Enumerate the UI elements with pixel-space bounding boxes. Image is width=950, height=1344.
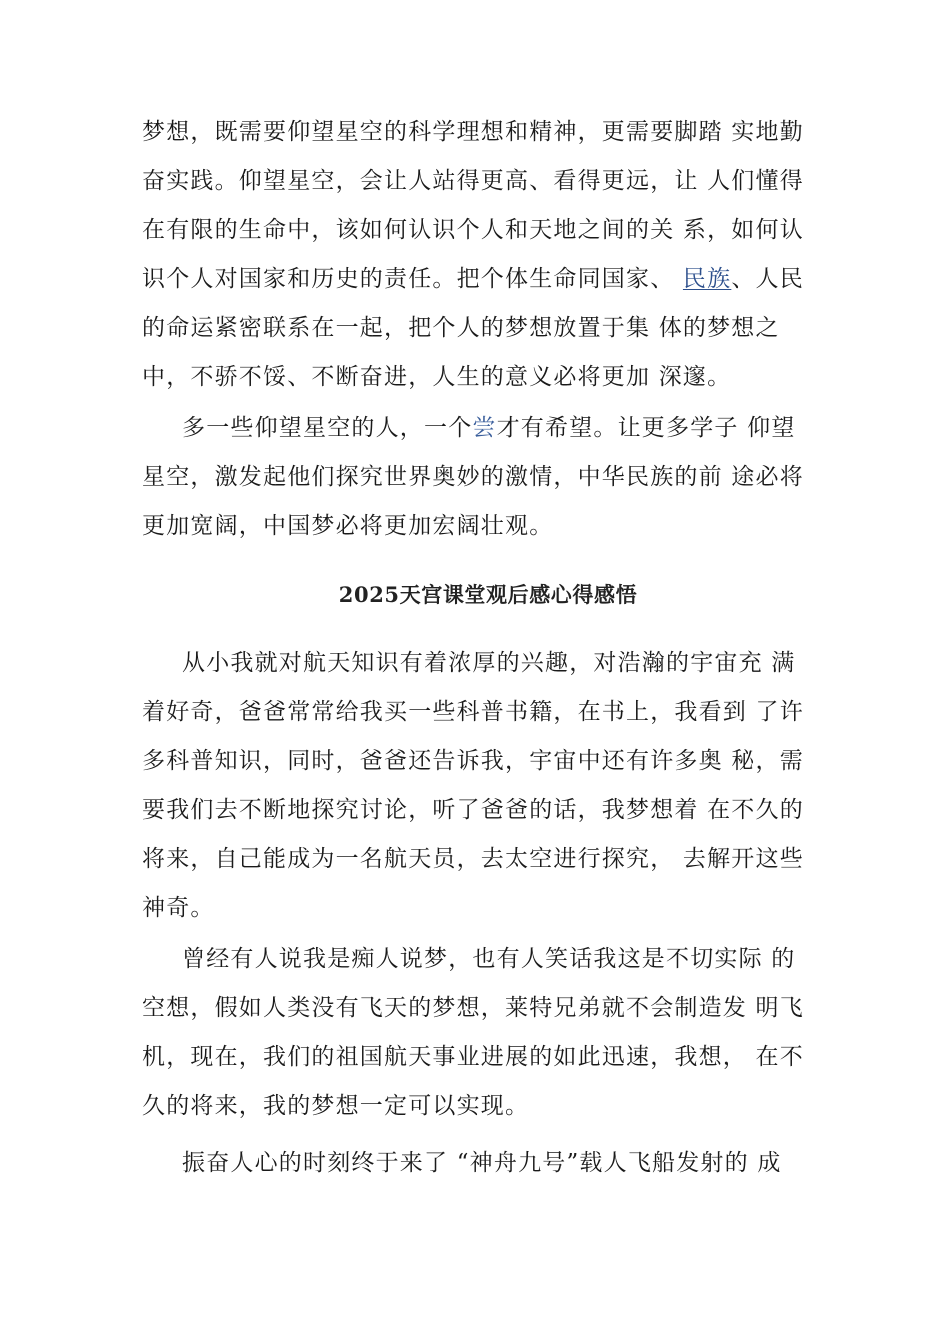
paragraph-4	[142, 935, 820, 1131]
text-line: 曾经有人说我是痴人说梦，也有人笑话我这是不切实际 的	[182, 946, 796, 972]
paragraph-5	[142, 1139, 820, 1188]
highlighted-char: 尝	[472, 415, 497, 441]
text-line: 梦想，既需要仰望星空的科学理想和精神，更需要脚踏 实地勤	[142, 119, 804, 145]
paragraph-1	[142, 108, 820, 402]
text-line-with-link	[142, 255, 820, 304]
text-line: 中，不骄不馁、不断奋进，人生的意义必将更加 深邃。	[142, 364, 732, 390]
text-line: 星空，激发起他们探究世界奥妙的激情，中华民族的前 途必将	[142, 464, 804, 490]
text-line: 更加宽阔，中国梦必将更加宏阔壮观。	[142, 513, 554, 539]
text-line: 的命运紧密联系在一起，把个人的梦想放置于集 体的梦想之	[142, 315, 780, 341]
document-page	[142, 108, 820, 1188]
text-line: 空想，假如人类没有飞天的梦想，莱特兄弟就不会制造发 明飞	[142, 995, 804, 1021]
text-line: 将来，自己能成为一名航天员，去太空进行探究， 去解开这些	[142, 846, 804, 872]
text-line: 着好奇，爸爸常常给我买一些科普书籍，在书上，我看到 了许	[142, 699, 804, 725]
text-line-highlighted	[142, 404, 820, 453]
text-line: 从小我就对航天知识有着浓厚的兴趣，对浩瀚的宇宙充 满	[182, 650, 796, 676]
text-segment: 、人民	[731, 266, 804, 292]
text-line: 要我们去不断地探究讨论，听了爸爸的话，我梦想着 在不久的	[142, 797, 804, 823]
text-line: 振奋人心的时刻终于来了 “神舟九号”载人飞船发射的 成	[182, 1150, 782, 1176]
text-line: 奋实践。仰望星空，会让人站得更高、看得更远，让 人们懂得	[142, 168, 804, 194]
spacer	[142, 1131, 820, 1139]
spacer	[142, 613, 820, 639]
text-line: 多科普知识，同时，爸爸还告诉我，宇宙中还有许多奥 秘，需	[142, 748, 804, 774]
text-line: 神奇。	[142, 895, 215, 921]
text-segment: 才有希望。让更多学子 仰望	[496, 415, 796, 441]
text-segment: 识个人对国家和历史的责任。把个体生命同国家、	[142, 266, 683, 292]
text-line: 机，现在，我们的祖国航天事业进展的如此迅速，我想， 在不	[142, 1044, 804, 1070]
text-segment: 多一些仰望星空的人，一个	[182, 415, 473, 441]
spacer	[142, 551, 820, 577]
text-line: 在有限的生命中，该如何认识个人和天地之间的关 系，如何认	[142, 217, 804, 243]
minzu-link[interactable]: 民族	[682, 266, 732, 292]
paragraph-2	[142, 404, 820, 551]
paragraph-3	[142, 639, 820, 933]
section-title: 2025天宫课堂观后感心得感悟	[338, 582, 638, 607]
text-line: 久的将来，我的梦想一定可以实现。	[142, 1093, 530, 1119]
